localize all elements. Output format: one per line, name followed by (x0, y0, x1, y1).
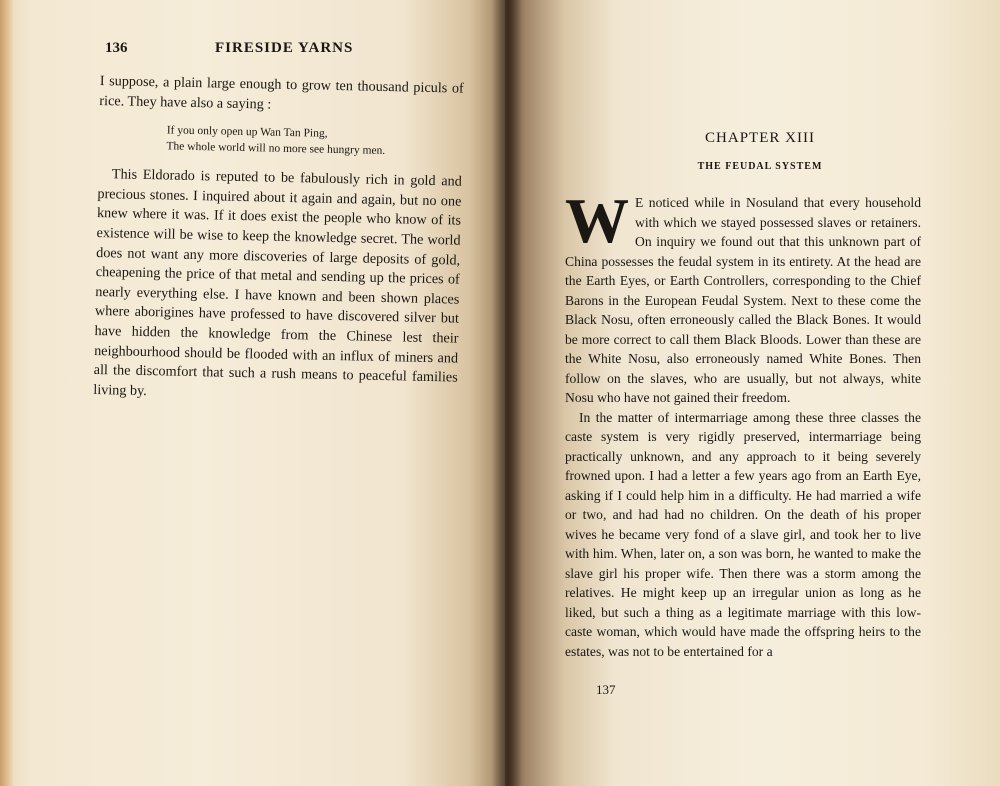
chapter-subtitle: THE FEUDAL SYSTEM (697, 161, 823, 172)
running-head (105, 40, 465, 62)
right-paragraph-2: In the matter of intermarriage among these three classes the caste system is very rigidly preserved, intermarriage being practically unknown, and any approach to it being severely frowned upon. I had a letter a few years ago from an Earth Eye, asking if I could help him in a difficulty. He had married a wife or two, and had had no children. On the death of his proper wives he became very fond of a slave girl, and took her to live with him. When, later on, a son was born, he wanted to make the slave girl his proper wife. Then there was a storm among the relatives. He might keep up an irregular union as long as he liked, but such a thing as a legitimate marriage with this low-caste woman, which would have made the offspring heirs to the estates, was not to be entertained for a (565, 409, 921, 659)
right-paragraph-1 (565, 185, 921, 408)
page-number-right: 137 (596, 682, 616, 697)
drop-cap: W (565, 185, 629, 256)
verse-line-2: The whole world will no more see hungry men. (166, 140, 386, 158)
right-paragraph-1-text: E noticed while in Nosuland that every household with which we stayed possessed slaves or retainers. On inquiry we found out that this unknown part of China possesses the feudal system in its entirety. At the head are the Earth Eyes, or Earth Controllers, corresponding to the Chief Barons in the European Feudal System. Next to these come the Black Nosu, often erroneously called the Black Bones. It would be more correct to call them Black Bloods. Lower than these are the White Nosu, also erroneously named White Bones. Then follow on the slaves, who are usually, but not always, white Nosu who have not gained their freedom. (565, 195, 921, 405)
page-edge (0, 0, 14, 786)
left-paragraph-1: I suppose, a plain large enough to grow ten thousand piculs of rice. They have also a saying : (99, 72, 464, 113)
chapter-heading (600, 130, 920, 172)
verse-quote (166, 123, 463, 161)
chapter-title: CHAPTER XIII (705, 130, 815, 146)
running-title: FIRESIDE YARNS (215, 40, 354, 56)
left-paragraph-2: This Eldorado is reputed to be fabulously rich in gold and precious stones. I inquired about it again and again, but no one knew where it was. If it does exist the people who know of its existence will be wise to keep the knowledge secret. The world does not want any more discoveries of large deposits of gold, cheapening the price of that metal and sending up the prices of nearly everything else. I have known and been shown places where aborigines have professed to have discovered silver but have hidden the knowledge from the Chinese lest their neighbourhood should be flooded with an influx of miners and all the discomfort that such a rush means to peaceful families living by. (93, 166, 462, 399)
right-page-body (565, 185, 921, 661)
left-page-body (93, 72, 464, 408)
verse-line-1: If you only open up Wan Tan Ping, (166, 124, 328, 140)
book-gutter (492, 0, 522, 786)
page-number-left: 136 (105, 40, 128, 56)
